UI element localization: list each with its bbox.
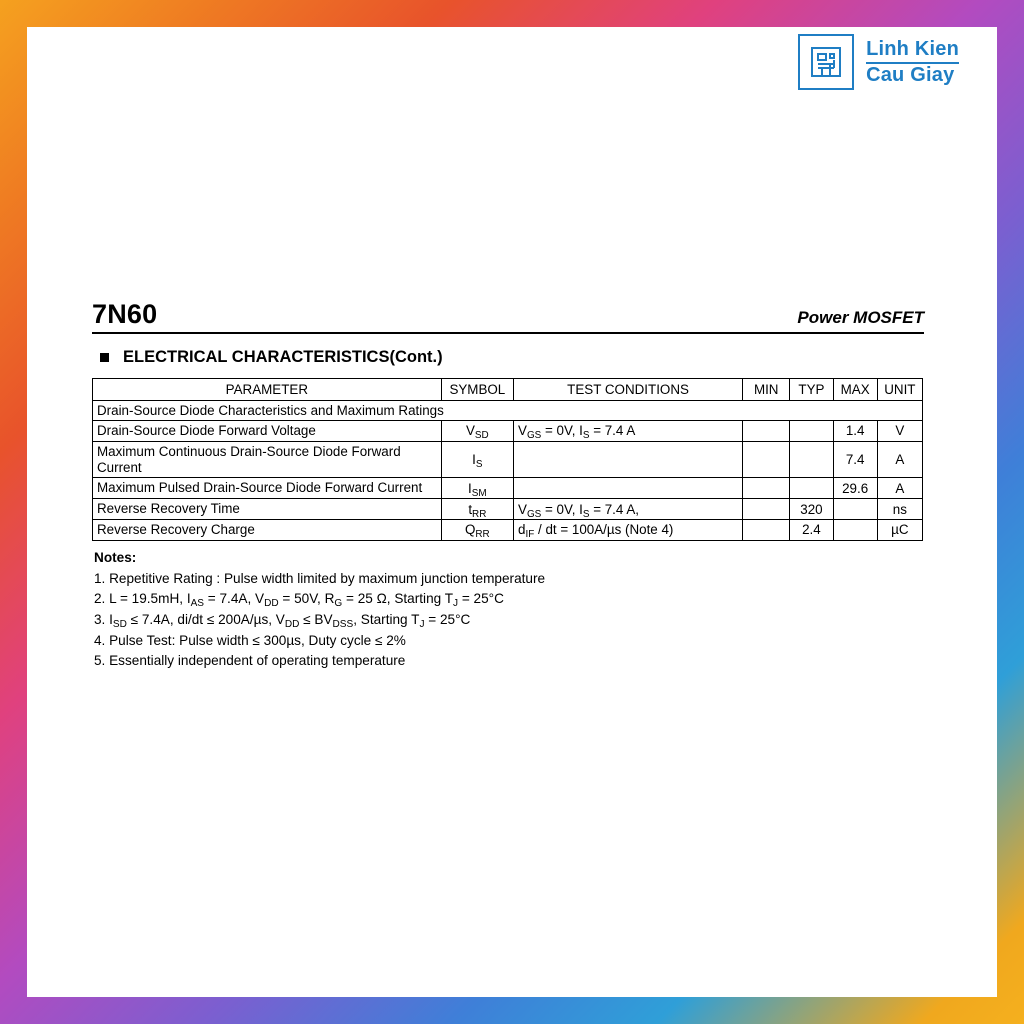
cell-min <box>743 421 790 442</box>
table-row <box>93 441 923 478</box>
notes-list <box>94 569 924 672</box>
cell-typ <box>790 441 833 478</box>
section-heading <box>100 348 924 367</box>
brand-text <box>866 38 959 87</box>
cell-parameter: Drain-Source Diode Forward Voltage <box>93 421 442 442</box>
cell-typ <box>790 478 833 499</box>
cell-min <box>743 478 790 499</box>
table-row <box>93 421 923 442</box>
table-row <box>93 520 923 541</box>
cell-parameter: Reverse Recovery Charge <box>93 520 442 541</box>
brand-logo <box>798 34 959 90</box>
column-header-min: MIN <box>743 379 790 401</box>
note-item: 4. Pulse Test: Pulse width ≤ 300µs, Duty cycle ≤ 2% <box>94 632 406 648</box>
cell-test-conditions <box>514 478 743 499</box>
cell-max <box>833 520 877 541</box>
cell-max: 1.4 <box>833 421 877 442</box>
cell-test-conditions <box>514 441 743 478</box>
section-title: ELECTRICAL CHARACTERISTICS(Cont.) <box>123 348 443 366</box>
note-item: 1. Repetitive Rating : Pulse width limited by maximum junction temperature <box>94 570 546 586</box>
cell-min <box>743 520 790 541</box>
column-header-test-conditions: TEST CONDITIONS <box>514 379 743 401</box>
cell-typ: 320 <box>790 499 833 520</box>
cell-unit: µC <box>877 520 922 541</box>
datasheet-header <box>92 299 924 334</box>
column-header-unit: UNIT <box>877 379 922 401</box>
column-header-symbol: SYMBOL <box>441 379 513 401</box>
cell-symbol: $I_{SM}$ <box>441 478 513 499</box>
cell-min <box>743 441 790 478</box>
cell-test-conditions: $V_{GS} = 0V$, $I_S = 7.4$ A <box>514 421 743 442</box>
note-item: 3. $I_{SD} \le 7.4A$, di/dt ≤ 200A/µs, $V_{DD} \le BV_{DSS}$, Starting $T_J = 25^\circ C$ <box>94 611 471 630</box>
cell-test-conditions: $d_{IF}$ / dt = 100A/µs (Note 4) <box>514 520 743 541</box>
table-row <box>93 499 923 520</box>
document-page <box>27 27 997 997</box>
notes-block <box>94 548 924 672</box>
cell-symbol: $Q_{RR}$ <box>441 520 513 541</box>
electrical-characteristics-table <box>92 378 923 541</box>
cell-test-conditions: $V_{GS} = 0V$, $I_S = 7.4$ A, <box>514 499 743 520</box>
part-number: 7N60 <box>92 299 158 329</box>
table-body <box>93 401 923 541</box>
cell-max <box>833 499 877 520</box>
note-item: 2. L = 19.5mH, $I_{AS} = 7.4A$, $V_{DD} = 50V$, $R_G = 25$ Ω, Starting $T_J = 25^\circ C$ <box>94 591 504 610</box>
product-family: Power MOSFET <box>797 308 924 327</box>
cell-max: 7.4 <box>833 441 877 478</box>
column-header-parameter: PARAMETER <box>93 379 442 401</box>
notes-title: Notes: <box>94 549 137 565</box>
cell-parameter: Maximum Continuous Drain-Source Diode Forward Current <box>93 441 442 478</box>
cell-symbol: $V_{SD}$ <box>441 421 513 442</box>
cell-max: 29.6 <box>833 478 877 499</box>
cell-symbol: $I_S$ <box>441 441 513 478</box>
cell-typ <box>790 421 833 442</box>
datasheet-content <box>92 299 924 672</box>
table-header-row <box>93 379 923 401</box>
cell-typ: 2.4 <box>790 520 833 541</box>
cell-unit: A <box>877 478 922 499</box>
table-group-row <box>93 401 923 421</box>
cell-symbol: $t_{RR}$ <box>441 499 513 520</box>
table-row <box>93 478 923 499</box>
note-item: 5. Essentially independent of operating temperature <box>94 653 406 669</box>
brand-line-1: Linh Kien <box>866 37 959 60</box>
circuit-chip-icon <box>798 34 854 90</box>
cell-parameter: Maximum Pulsed Drain-Source Diode Forward Current <box>93 478 442 499</box>
square-bullet-icon <box>100 353 109 362</box>
cell-unit: V <box>877 421 922 442</box>
cell-parameter: Reverse Recovery Time <box>93 499 442 520</box>
cell-min <box>743 499 790 520</box>
cell-unit: A <box>877 441 922 478</box>
column-header-max: MAX <box>833 379 877 401</box>
column-header-typ: TYP <box>790 379 833 401</box>
brand-line-2: Cau Giay <box>866 64 955 86</box>
cell-unit: ns <box>877 499 922 520</box>
group-row-label: Drain-Source Diode Characteristics and Maximum Ratings <box>93 401 923 421</box>
